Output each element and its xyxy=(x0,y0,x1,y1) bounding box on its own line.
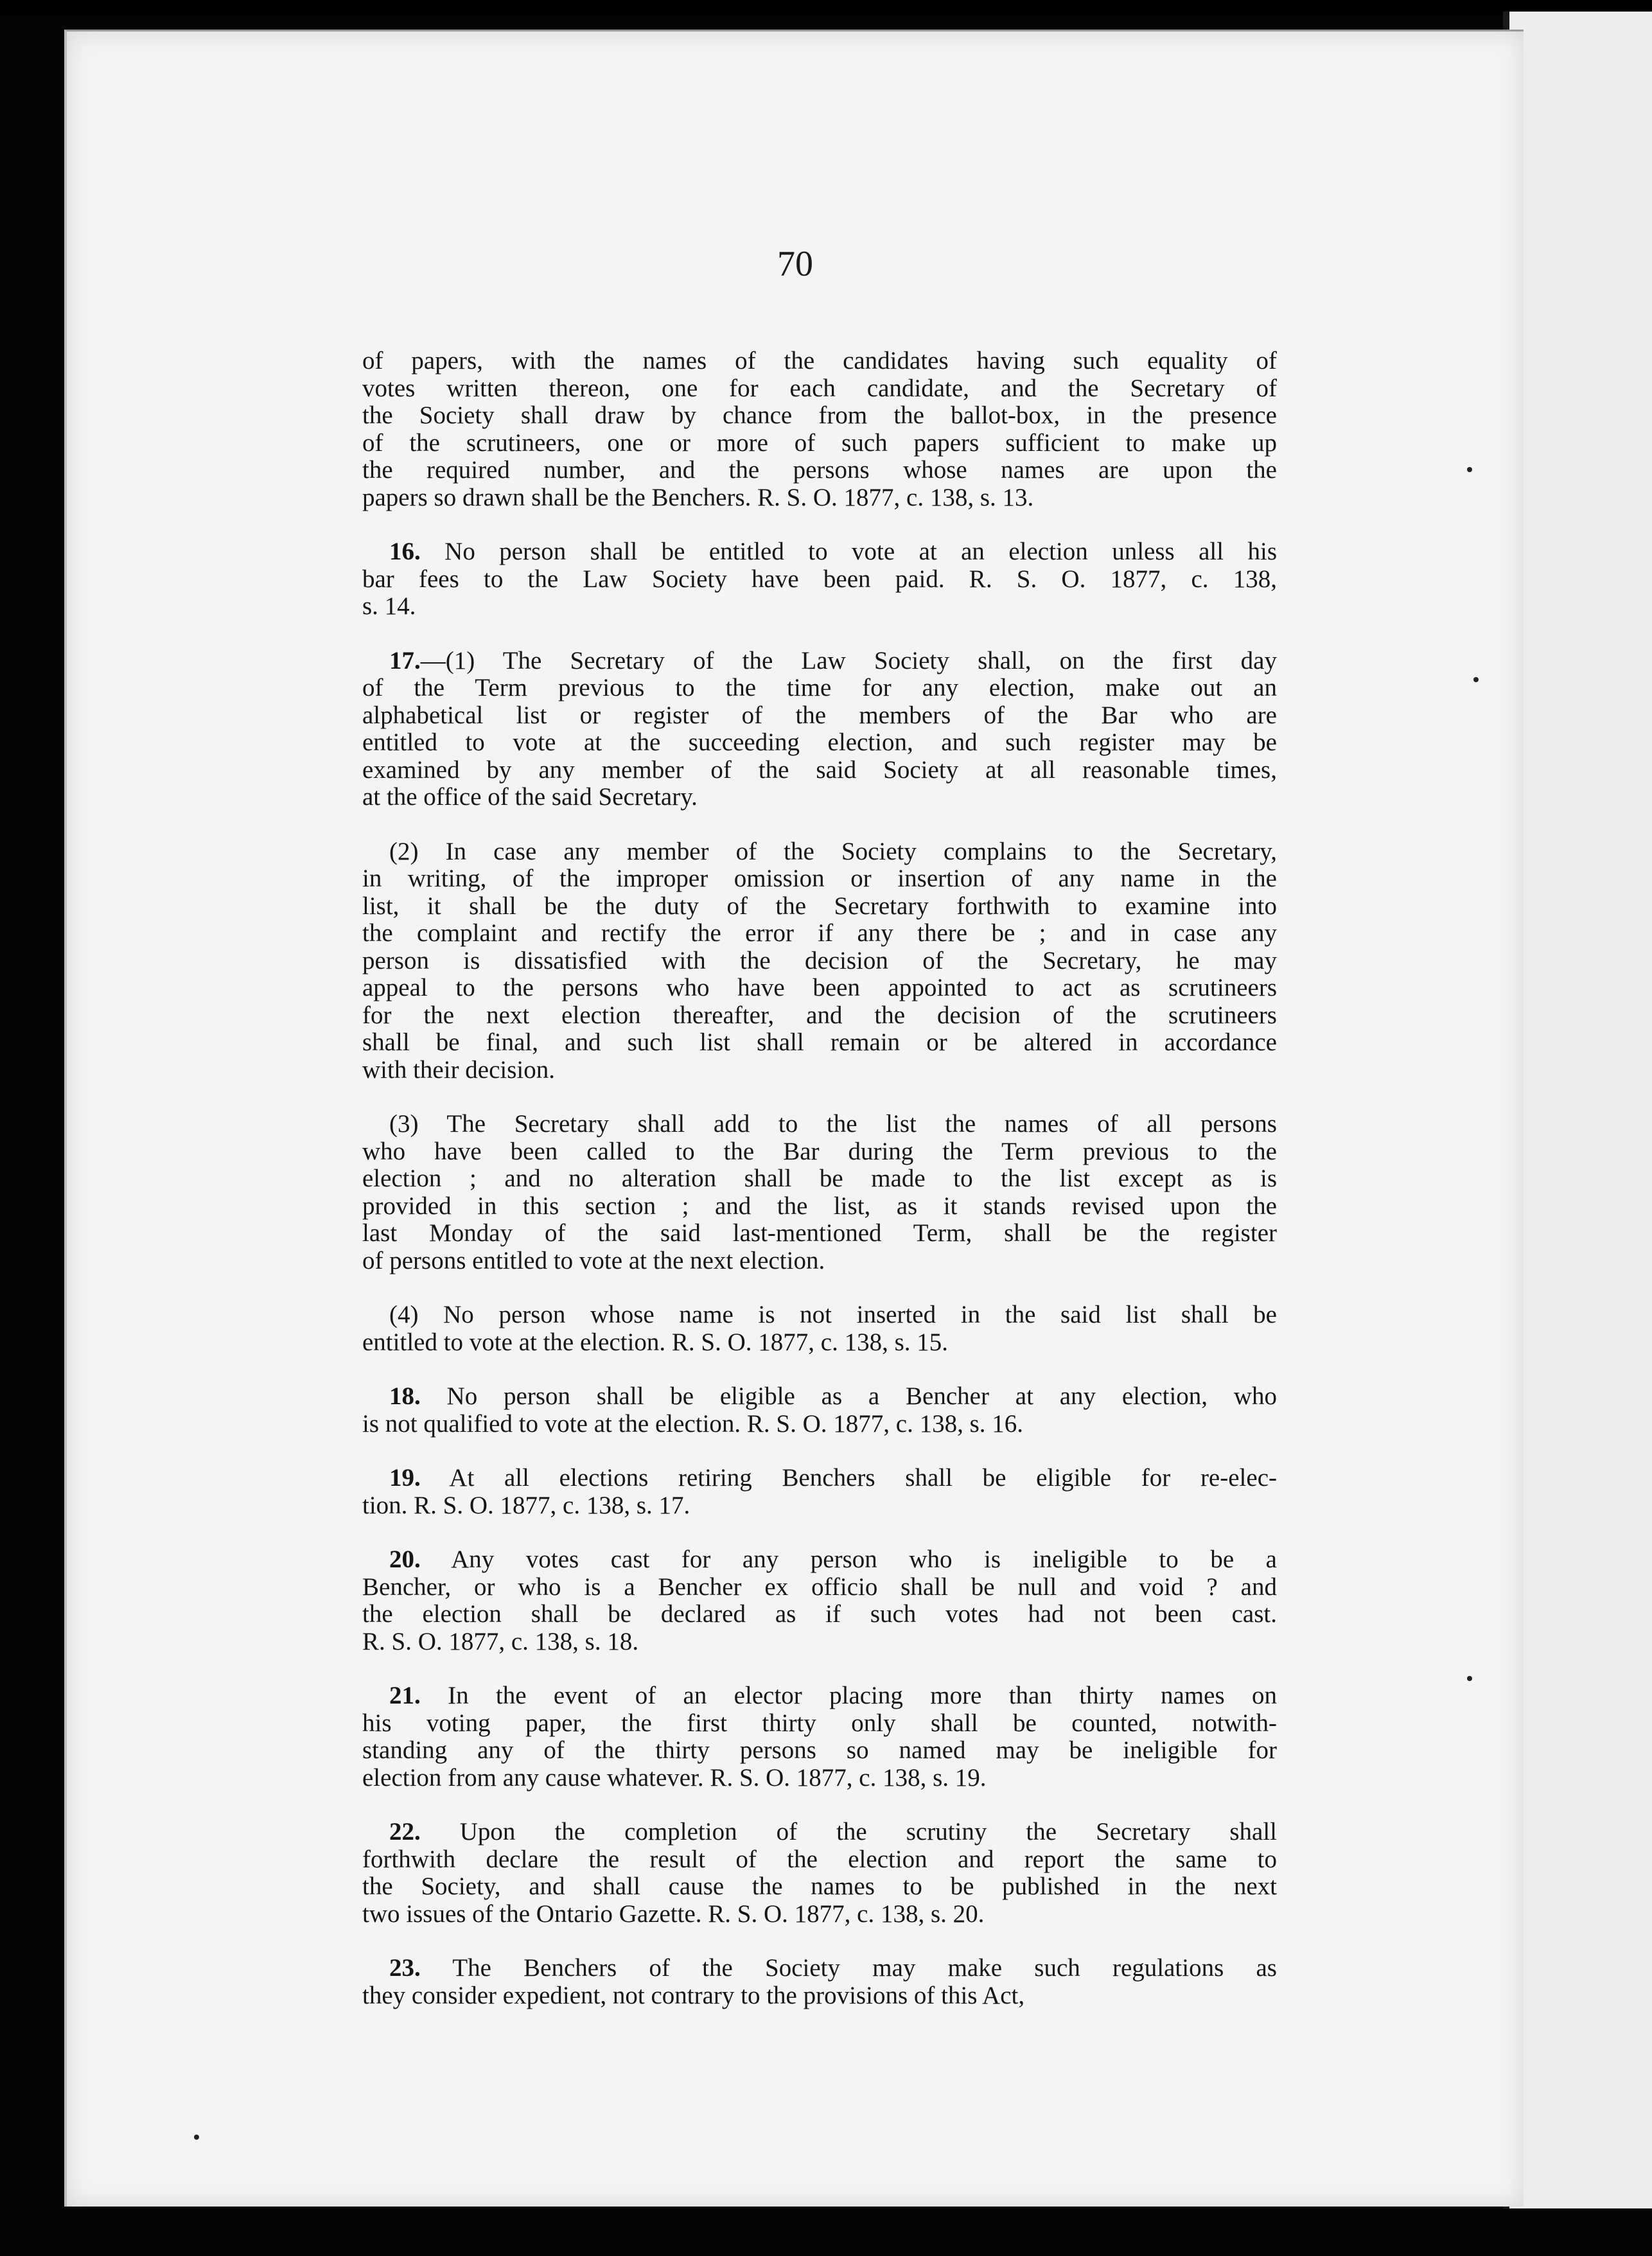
line-text: provided in this section ; and the list, as it stands revised upon the xyxy=(362,1192,1277,1220)
section-number: 22. xyxy=(389,1818,421,1846)
text-line xyxy=(362,457,1277,484)
line-text: in writing, of the improper omission or insertion of any name in the xyxy=(362,865,1277,892)
paragraph xyxy=(362,1301,1277,1356)
line-text: his voting paper, the first thirty only shall be counted, notwith- xyxy=(362,1709,1277,1737)
section-number: 19. xyxy=(389,1464,421,1492)
text-line xyxy=(362,1901,1277,1928)
scan-speck xyxy=(1473,677,1479,682)
line-text: shall be final, and such list shall remain or be altered in accordance xyxy=(362,1028,1277,1056)
line-text: of the scrutineers, one or more of such papers sufficient to make up xyxy=(362,428,1277,457)
text-line xyxy=(362,1002,1277,1030)
line-text: appeal to the persons who have been appointed to act as scrutineers xyxy=(362,974,1277,1001)
line-text: election from any cause whatever. R. S. O. 1877, c. 138, s. 19. xyxy=(362,1763,987,1792)
text-line xyxy=(362,1601,1277,1628)
text-line xyxy=(362,375,1277,403)
line-text: the Society, and shall cause the names to be published in the next xyxy=(362,1873,1277,1900)
text-line xyxy=(362,1819,1277,1846)
section-number: 17. xyxy=(389,646,421,674)
scan-speck xyxy=(1467,1676,1472,1681)
text-line xyxy=(362,538,1277,566)
text-line xyxy=(362,1846,1277,1874)
line-text: (3) The Secretary shall add to the list the names of all persons xyxy=(389,1110,1277,1138)
paragraph xyxy=(362,348,1277,511)
text-line xyxy=(362,920,1277,947)
section-number: 16. xyxy=(389,538,421,565)
text-line xyxy=(362,947,1277,975)
line-text: person is dissatisfied with the decision of the Secretary, he may xyxy=(362,946,1277,974)
section-19 xyxy=(362,1465,1277,1519)
scan-speck xyxy=(194,2135,199,2140)
line-text: standing any of the thirty persons so named may be ineligible for xyxy=(362,1736,1277,1764)
line-text: at the office of the said Secretary. xyxy=(362,783,698,811)
line-text: list, it shall be the duty of the Secretary forthwith to examine into xyxy=(362,892,1277,920)
line-text: No person shall be eligible as a Bencher at any election, who xyxy=(420,1382,1277,1410)
section-23 xyxy=(362,1955,1277,2009)
line-text: they consider expedient, not contrary to the provisions of this Act, xyxy=(362,1981,1025,2009)
line-text: bar fees to the Law Society have been paid. R. S. O. 1877, c. 138, xyxy=(362,565,1277,593)
line-text: of persons entitled to vote at the next election. xyxy=(362,1246,825,1274)
text-line xyxy=(362,784,1277,811)
line-text: two issues of the Ontario Gazette. R. S. O. 1877, c. 138, s. 20. xyxy=(362,1899,985,1928)
text-line xyxy=(362,1057,1277,1084)
line-text: votes written thereon, one for each candidate, and the Secretary of xyxy=(362,374,1277,402)
text-line xyxy=(362,1955,1277,1982)
line-text: the Society shall draw by chance from the ballot-box, in the presence xyxy=(362,401,1277,429)
section-number: 21. xyxy=(389,1682,421,1709)
text-line xyxy=(362,1029,1277,1057)
line-text: forthwith declare the result of the election and report the same to xyxy=(362,1845,1277,1873)
text-line xyxy=(362,1247,1277,1275)
line-text: last Monday of the said last-mentioned Term, shall be the register xyxy=(362,1219,1277,1247)
text-line xyxy=(362,757,1277,784)
text-line xyxy=(362,1111,1277,1138)
line-text: (2) In case any member of the Society complains to the Secretary, xyxy=(389,837,1277,865)
adjacent-page-edge xyxy=(1503,12,1652,2208)
text-line xyxy=(362,674,1277,702)
text-line xyxy=(362,1411,1277,1438)
text-line xyxy=(362,1873,1277,1901)
text-line xyxy=(362,1492,1277,1520)
line-text: is not qualified to vote at the election. R. S. O. 1877, c. 138, s. 16. xyxy=(362,1409,1024,1438)
text-line xyxy=(362,1710,1277,1738)
text-line xyxy=(362,1329,1277,1357)
text-line xyxy=(362,1737,1277,1765)
section-17 xyxy=(362,648,1277,811)
line-text: R. S. O. 1877, c. 138, s. 18. xyxy=(362,1627,639,1655)
section-21 xyxy=(362,1682,1277,1792)
text-line xyxy=(362,648,1277,675)
text-line xyxy=(362,1765,1277,1792)
scan-speck xyxy=(1467,467,1472,472)
line-text: —(1) The Secretary of the Law Society shall, on the first day xyxy=(420,646,1277,674)
text-line xyxy=(362,1465,1277,1492)
text-line xyxy=(362,865,1277,893)
section-18 xyxy=(362,1383,1277,1438)
line-text: the required number, and the persons whose names are upon the xyxy=(362,456,1277,484)
text-line xyxy=(362,1574,1277,1601)
line-text: The Benchers of the Society may make such regulations as xyxy=(420,1954,1277,1982)
line-text: examined by any member of the said Society at all reasonable times, xyxy=(362,755,1277,784)
statute-text xyxy=(362,348,1277,2036)
line-text: of the Term previous to the time for any election, make out an xyxy=(362,674,1277,701)
text-line xyxy=(362,1301,1277,1329)
line-text: papers so drawn shall be the Benchers. R. S. O. 1877, c. 138, s. 13. xyxy=(362,483,1034,511)
line-text: Any votes cast for any person who is ineligible to be a xyxy=(420,1546,1277,1573)
paragraph xyxy=(362,1111,1277,1274)
text-line xyxy=(362,1546,1277,1574)
line-text: with their decision. xyxy=(362,1055,556,1084)
line-text: In the event of an elector placing more than thirty names on xyxy=(420,1682,1277,1709)
text-line xyxy=(362,430,1277,457)
section-20 xyxy=(362,1546,1277,1655)
line-text: alphabetical list or register of the members of the Bar who are xyxy=(362,701,1277,729)
text-line xyxy=(362,402,1277,430)
text-line xyxy=(362,593,1277,621)
section-22 xyxy=(362,1819,1277,1928)
text-line xyxy=(362,348,1277,375)
line-text: entitled to vote at the succeeding election, and such register may be xyxy=(362,728,1277,756)
text-line xyxy=(362,729,1277,757)
text-line xyxy=(362,1982,1277,2010)
line-text: Bencher, or who is a Bencher ex officio shall be null and void ? and xyxy=(362,1573,1277,1601)
line-text: No person shall be entitled to vote at an election unless all his xyxy=(420,538,1277,565)
line-text: election ; and no alteration shall be made to the list except as is xyxy=(362,1165,1277,1192)
section-number: 18. xyxy=(389,1382,421,1410)
section-16 xyxy=(362,538,1277,621)
line-text: entitled to vote at the election. R. S. O. 1877, c. 138, s. 15. xyxy=(362,1328,949,1356)
document-page xyxy=(64,30,1524,2207)
line-text: the election shall be declared as if such votes had not been cast. xyxy=(362,1600,1277,1628)
text-line xyxy=(362,1628,1277,1656)
line-text: the complaint and rectify the error if any there be ; and in case any xyxy=(362,919,1277,947)
text-line xyxy=(362,702,1277,730)
text-line xyxy=(362,974,1277,1002)
text-line xyxy=(362,893,1277,921)
text-line xyxy=(362,1138,1277,1166)
text-line xyxy=(362,1193,1277,1221)
line-text: who have been called to the Bar during the Term previous to the xyxy=(362,1137,1277,1165)
section-number: 20. xyxy=(389,1546,421,1573)
line-text: of papers, with the names of the candidates having such equality of xyxy=(362,347,1277,375)
line-text: At all elections retiring Benchers shall be eligible for re-elec- xyxy=(420,1464,1277,1492)
text-line xyxy=(362,566,1277,594)
text-line xyxy=(362,1682,1277,1710)
text-line xyxy=(362,1220,1277,1247)
paragraph xyxy=(362,838,1277,1084)
line-text: for the next election thereafter, and the decision of the scrutineers xyxy=(362,1001,1277,1029)
line-text: (4) No person whose name is not inserted in the said list shall be xyxy=(389,1301,1277,1328)
text-line xyxy=(362,1383,1277,1411)
text-line xyxy=(362,484,1277,512)
line-text: Upon the completion of the scrutiny the Secretary shall xyxy=(420,1818,1277,1846)
text-line xyxy=(362,1165,1277,1193)
page-number: 70 xyxy=(777,244,813,284)
line-text: tion. R. S. O. 1877, c. 138, s. 17. xyxy=(362,1491,690,1519)
line-text: s. 14. xyxy=(362,592,416,620)
section-number: 23. xyxy=(389,1954,421,1982)
text-line xyxy=(362,838,1277,866)
scan-top-border xyxy=(0,0,1652,15)
